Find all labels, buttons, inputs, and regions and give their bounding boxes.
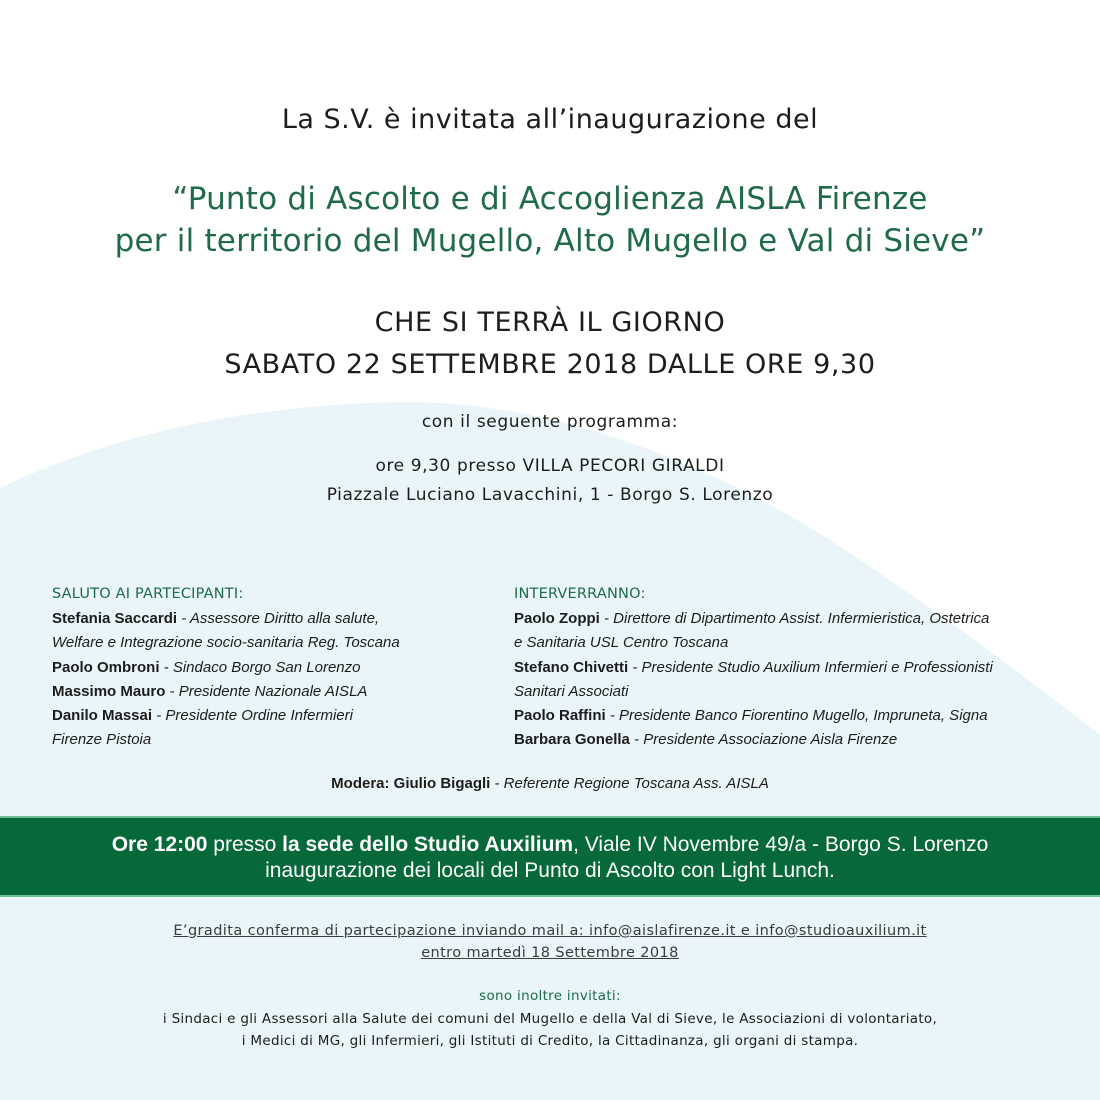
also-invited-line2: i Medici di MG, gli Infermieri, gli Istituti di Credito, la Cittadinanza, gli organi di stampa. <box>241 1033 859 1049</box>
speaker-entry <box>514 607 1074 655</box>
speaker-entry <box>52 607 492 655</box>
banner-line2: inaugurazione dei locali del Punto di Ascolto con Light Lunch. <box>265 859 835 882</box>
also-invited-list <box>0 1008 1100 1052</box>
rsvp-line1[interactable]: E’gradita conferma di partecipazione inviando mail a: info@aislafirenze.it e info@studioauxilium.it <box>173 923 927 939</box>
speaker-role-cont: Welfare e Integrazione socio-sanitaria Reg. Toscana <box>52 634 400 652</box>
moderator-label: Modera: <box>331 775 394 792</box>
saluto-heading: SALUTO AI PARTECIPANTI: <box>52 586 244 602</box>
speaker-role: - Presidente Associazione Aisla Firenze <box>629 731 898 749</box>
moderator-role: - Referente Regione Toscana Ass. AISLA <box>490 775 769 792</box>
speaker-entry <box>514 728 1074 752</box>
event-date <box>0 302 1100 386</box>
lunch-banner <box>0 816 1100 897</box>
speaker-role: - Presidente Ordine Infermieri <box>152 707 353 725</box>
speaker-role-cont: Firenze Pistoia <box>52 731 152 749</box>
moderator <box>0 775 1100 792</box>
event-title-line2: per il territorio del Mugello, Alto Mugello e Val di Sieve” <box>114 223 986 259</box>
speaker-entry <box>52 704 492 752</box>
speaker-name: Paolo Ombroni <box>52 658 160 676</box>
speaker-name: Barbara Gonella <box>514 731 630 749</box>
banner-time: Ore 12:00 <box>111 833 208 856</box>
event-title-line1: “Punto di Ascolto e di Accoglienza AISLA Firenze <box>172 181 928 217</box>
banner-place: la sede dello Studio Auxilium <box>282 833 574 856</box>
rsvp-notice <box>0 920 1100 964</box>
event-date-line1: CHE SI TERRÀ IL GIORNO <box>374 307 726 338</box>
venue-line2: Piazzale Luciano Lavacchini, 1 - Borgo S. Lorenzo <box>326 485 774 505</box>
banner-line1 <box>0 832 1100 858</box>
speaker-role: - Direttore di Dipartimento Assist. Infermieristica, Ostetrica <box>599 610 990 628</box>
speaker-role: - Assessore Diritto alla salute, <box>177 610 380 628</box>
speaker-role: - Presidente Banco Fiorentino Mugello, Impruneta, Signa <box>605 707 988 725</box>
event-title <box>0 178 1100 262</box>
speaker-name: Stefano Chivetti <box>514 658 629 676</box>
speaker-name: Paolo Raffini <box>514 707 606 725</box>
banner-presso: presso <box>207 833 283 856</box>
speaker-role-cont: e Sanitaria USL Centro Toscana <box>514 634 729 652</box>
speaker-name: Massimo Mauro <box>52 682 166 700</box>
speaker-entry <box>52 656 492 680</box>
event-date-line2: SABATO 22 SETTEMBRE 2018 DALLE ORE 9,30 <box>224 349 876 380</box>
speaker-entry <box>514 656 1074 704</box>
programma-label: con il seguente programma: <box>421 412 679 432</box>
moderator-name: Giulio Bigagli <box>393 775 491 792</box>
speaker-role-cont: Sanitari Associati <box>514 682 629 700</box>
interverranno-heading: INTERVERRANNO: <box>514 586 646 602</box>
intro-text: La S.V. è invitata all’inaugurazione del <box>281 104 819 135</box>
speaker-entry <box>52 680 492 704</box>
interverranno-column <box>514 582 1074 752</box>
speaker-name: Danilo Massai <box>52 707 153 725</box>
banner-address: , Viale IV Novembre 49/a - Borgo S. Lorenzo <box>573 833 989 856</box>
saluto-column <box>52 582 492 752</box>
speaker-role: - Presidente Studio Auxilium Infermieri e Professionisti <box>628 658 993 676</box>
speaker-name: Paolo Zoppi <box>514 610 600 628</box>
venue <box>0 452 1100 510</box>
speaker-role: - Presidente Nazionale AISLA <box>165 682 368 700</box>
also-invited-line1: i Sindaci e gli Assessori alla Salute dei comuni del Mugello e della Val di Sieve, le Associazioni di volontariato, <box>162 1011 938 1027</box>
speaker-entry <box>514 704 1074 728</box>
venue-line1: ore 9,30 presso VILLA PECORI GIRALDI <box>375 456 725 476</box>
speaker-name: Stefania Saccardi <box>52 610 178 628</box>
also-invited-heading: sono inoltre invitati: <box>479 988 621 1004</box>
speaker-role: - Sindaco Borgo San Lorenzo <box>159 658 361 676</box>
rsvp-line2: entro martedì 18 Settembre 2018 <box>421 945 679 961</box>
